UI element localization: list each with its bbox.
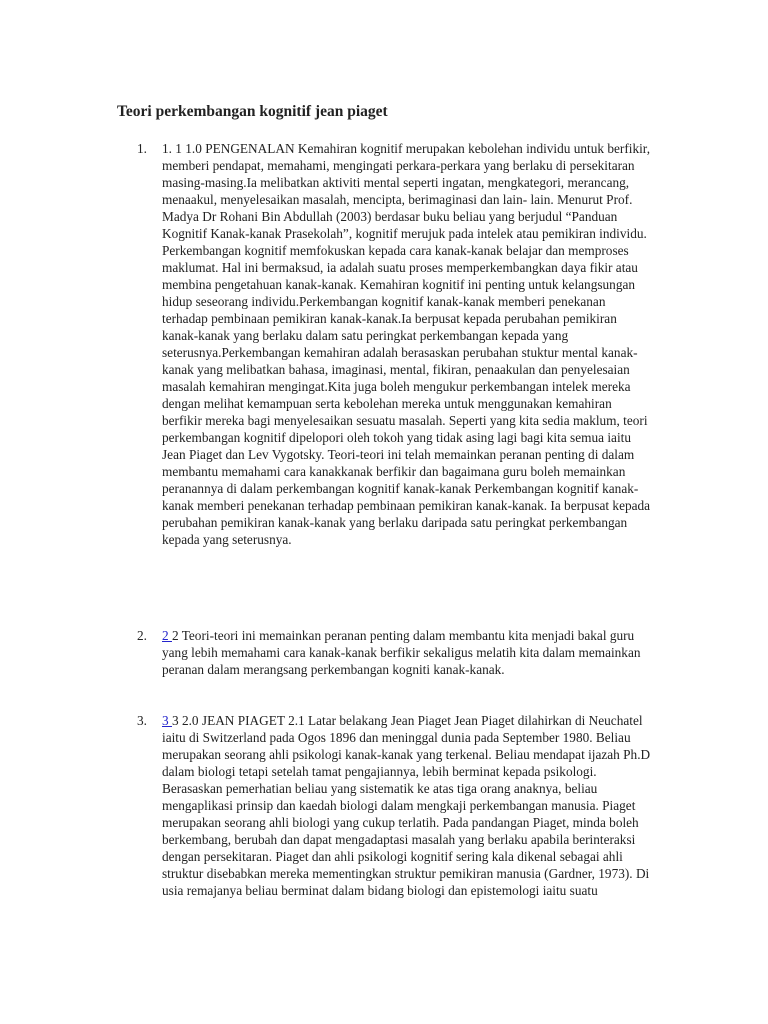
list-item <box>137 627 652 678</box>
list-item-text: 3 2.0 JEAN PIAGET 2.1 Latar belakang Jean Piaget Jean Piaget dilahirkan di Neuchatel iaitu di Switzerland pada Ogos 1896 dan meninggal dunia pada September 1980. Beliau merupakan seorang ahli psikologi kanak-kanak yang terkenal. Beliau mendapat ijazah Ph.D dalam biologi tetapi setelah tamat pengajiannya, lebih berminat kepada psikologi. Berasaskan pemerhatian beliau yang sistematik ke atas tiga orang anaknya, beliau mengaplikasi prinsip dan kaedah biologi dalam mengkaji perkembangan manusia. Piaget merupakan seorang ahli biologi yang cukup terlatih. Pada pandangan Piaget, minda boleh berkembang, berubah dan dapat mengadaptasi masalah yang berlaku apabila berinteraksi dengan persekitaran. Piaget dan ahli psikologi kognitif sering kala dikenal sebagai ahli struktur disebabkan mereka mementingkan struktur pemikiran manusia (Gardner, 1973). Di usia remajanya beliau berminat dalam bidang biologi dan epistemologi iaitu suatu <box>162 713 651 898</box>
list-item-text: 2 Teori-teori ini memainkan peranan penting dalam membantu kita menjadi bakal guru yang lebih memahami cara kanak-kanak berfikir sekaligus melatih kita dalam memainkan peranan dalam merangsang perkembangan kogniti kanak-kanak. <box>162 628 641 677</box>
document-title: Teori perkembangan kognitif jean piaget <box>117 103 388 120</box>
list-item-number: 3. <box>137 713 147 728</box>
list-item <box>137 712 652 899</box>
list-item-number: 1. <box>137 141 147 156</box>
list-item-number: 2. <box>137 628 147 643</box>
list-item-text: 1. 1 1.0 PENGENALAN Kemahiran kognitif merupakan kebolehan individu untuk berfikir, memberi pendapat, memahami, mengingati perkara-perkara yang berlaku di persekitaran masing-masing.Ia melibatkan aktiviti mental seperti ingatan, mengkategori, merancang, menaakul, menyelesaikan masalah, mencipta, berimaginasi dan lain- lain. Menurut Prof. Madya Dr Rohani Bin Abdullah (2003) berdasar buku beliau yang berjudul “Panduan Kognitif Kanak-kanak Prasekolah”, kognitif merujuk pada intelek atau pemikiran individu. Perkembangan kognitif memfokuskan kepada cara kanak-kanak belajar dan memproses maklumat. Hal ini bermaksud, ia adalah suatu proses memperkembangkan daya fikir atau membina pengetahuan kanak-kanak. Kemahiran kognitif ini penting untuk kelangsungan hidup seseorang individu.Perkembangan kognitif kanak-kanak memberi penekanan terhadap pembinaan pemikiran kanak-kanak.Ia berpusat kepada perubahan pemikiran kanak-kanak yang berlaku dalam satu peringkat perkembangan kepada yang seterusnya.Perkembangan kemahiran adalah berasaskan perubahan stuktur mental kanak-kanak yang melibatkan bahasa, imaginasi, mental, fikiran, penaakulan dan penyelesaian masalah kemahiran mengingat.Kita juga boleh mengukur perkembangan intelek mereka dengan melihat kemampuan serta kebolehan mereka untuk menggunakan kemahiran berfikir mereka bagi menyelesaikan sesuatu masalah. Seperti yang kita sedia maklum, teori perkembangan kognitif dipelopori oleh tokoh yang tidak asing lagi bagi kita semua iaitu Jean Piaget dan Lev Vygotsky. Teori-teori ini telah memainkan peranan penting di dalam membantu memahami cara kanakkanak berfikir dan bagaimana guru boleh memainkan peranannya di dalam perkembangan kognitif kanak-kanak Perkembangan kognitif kanak-kanak memberi penekanan terhadap pembinaan pemikiran kanak-kanak. Ia berpusat kepada perubahan pemikiran kanak-kanak yang berlaku daripada satu peringkat perkembangan kepada yang seterusnya. <box>162 141 651 547</box>
page-link[interactable]: 3 <box>162 713 172 728</box>
list-item <box>137 140 652 548</box>
page-link[interactable]: 2 <box>162 628 172 643</box>
